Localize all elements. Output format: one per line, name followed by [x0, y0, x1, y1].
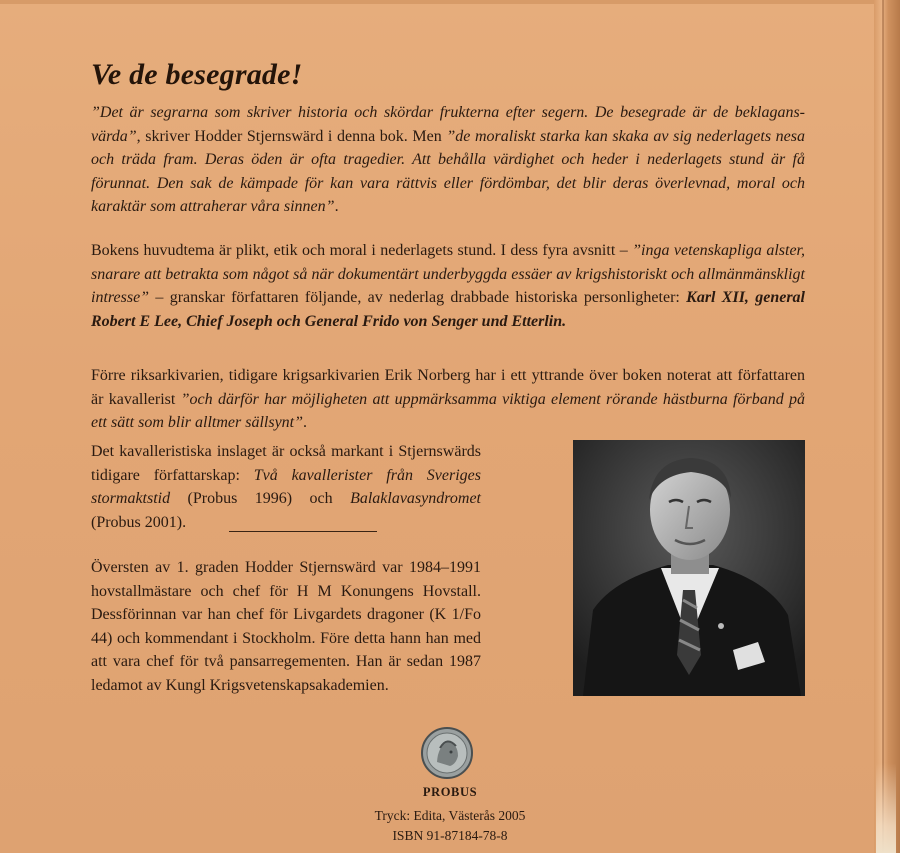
author-photo: [573, 440, 805, 696]
text-period-2: .: [303, 414, 308, 431]
quote-norberg: ”och därför har möjligheten att uppmärksamma viktiga element rörande hästburna förband på ett sätt som blir alltmer sällsynt”: [91, 390, 806, 431]
print-info: Tryck: Edita, Västerås 2005: [374, 808, 526, 823]
probus-coin-logo: [420, 726, 474, 780]
quote-moraliskt: ”de moraliskt starka kan skaka av sig nederlagets nesa och träda fram. Deras öden är ofta tragedier. Att behålla värdighet och heder i nederlagets stund är få förunnat. Den sak de kämpade för kan vara rättvis eller fördömbar, det blir deras överlevnad, moral och karaktär som attraherar våra sinnen”: [91, 127, 805, 215]
text-author-says: , skriver Hodder Stjernswärd i denna bok. Men: [136, 127, 447, 145]
isbn: ISBN 91-87184-78-8: [392, 828, 508, 843]
spine-edge: [874, 0, 900, 853]
norberg-paragraph: [91, 364, 805, 435]
personalities-list: Karl XII, general Robert E Lee, Chief Joseph och General Frido von Senger und Etterlin.: [91, 289, 805, 330]
text-period: .: [334, 198, 339, 215]
book-title-tva-kavallerister: Två kavallerister från Sveriges stormaktstid: [91, 466, 481, 507]
publisher-name: PROBUS: [422, 785, 478, 799]
text-examines: – granskar författaren följande, av nederlag drabbade historiska personligheter:: [149, 289, 687, 306]
text-norberg: Förre riksarkivarien, tidigare krigsarkivarien Erik Norberg har i ett yttrande över boken noterat att författaren är kavallerist: [91, 367, 805, 408]
earlier-works-paragraph: [91, 440, 481, 534]
book-title-balaklavasyndromet: Balaklavasyndromet: [350, 490, 481, 507]
quote-essays: ”inga vetenskapliga alster, snarare att betrakta som något så när dokumentärt underbyggda essäer av krigshistoriskt och allmänmänskligt intresse”: [91, 242, 806, 306]
text-earlier-works: Det kavalleristiska inslaget är också markant i Stjernswärds tidigare författarskap:: [91, 443, 481, 484]
intro-paragraph: [91, 101, 805, 219]
text-theme: Bokens huvudtema är plikt, etik och moral i nederlagets stund. I dess fyra avsnitt –: [91, 242, 633, 259]
theme-paragraph: [91, 239, 805, 333]
top-edge: [0, 0, 900, 4]
section-divider: [229, 531, 377, 532]
text-probus-2001: (Probus 2001).: [91, 513, 187, 531]
quote-segrarna: ”Det är segrarna som skriver historia och skördar frukterna efter segern. De besegrade är de beklagansvärda”: [91, 104, 805, 145]
cover-title: Ve de besegrade!: [91, 58, 303, 91]
author-bio: Översten av 1. graden Hodder Stjernswärd var 1984–1991 hovstallmästare och chef för H M Konungens Hovstall. Dessförinnan var han chef för Livgardets dragoner (K 1/Fo 44) och kommendant i Stockholm. Före detta hann han med att vara chef för två pansarregementen. Han är sedan 1987 ledamot av Kungl Krigsvetenskapsakademien.: [91, 559, 481, 694]
text-probus-1996: (Probus 1996) och: [170, 490, 351, 507]
